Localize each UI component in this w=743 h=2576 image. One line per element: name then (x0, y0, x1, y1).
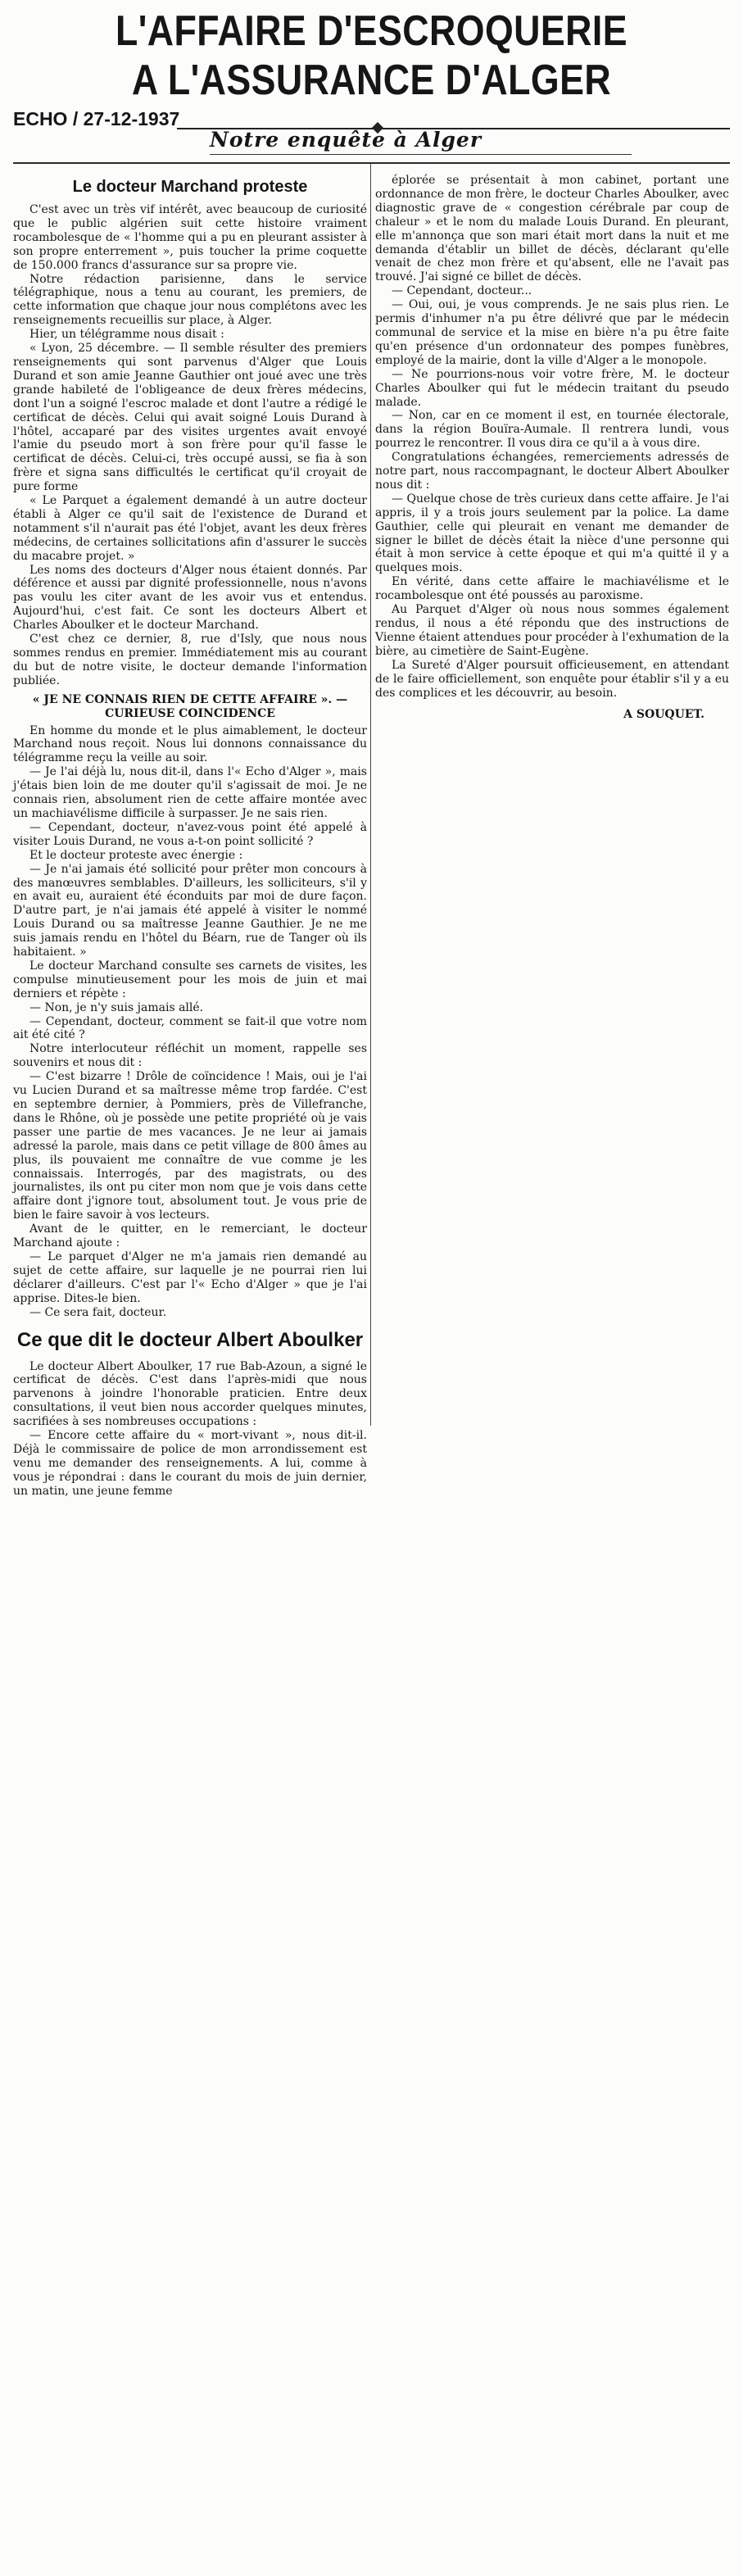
paragraph: éplorée se présentait à mon cabinet, portant une ordonnance de mon frère, le docteur Charles Aboulker, avec diagnostic grave de « congestion cérébrale par coup de chaleur » et le nom du malade Louis Durand. En pleurant, elle m'annonça que son mari était mort dans la nuit et me demanda d'établir un billet de décès, déclarant qu'elle venait de chez mon frère et qu'absent, elle ne l'avait pas trouvé. J'ai signé ce billet de décès. (375, 174, 729, 284)
section-title-marchand: Le docteur Marchand proteste (72, 178, 308, 196)
subtitle: Notre enquête à Alger (210, 128, 482, 152)
paragraph: Au Parquet d'Alger où nous nous sommes également rendus, il nous a été répondu que des instructions de Vienne étaient attendues pour procéder à l'exhumation de la bière, au cimetière de Saint-Eugène. (375, 603, 729, 658)
paragraph: La Sureté d'Alger poursuit officieusement, en attendant de le faire officiellement, son enquête pour établir s'il y a eu des complices et les découvrir, au besoin. (375, 658, 729, 700)
paragraph: Le docteur Albert Aboulker, 17 rue Bab-Azoun, a signé le certificat de décès. C'est dans l'après-midi que nous parvenons à joindre l'honorable praticien. Entre deux consultations, il veut bien nous accorder quelques minutes, sacrifiées à ses nombreuses occupations : (13, 1359, 367, 1429)
paragraph: — Non, je n'y suis jamais allé. (29, 1000, 204, 1014)
paragraph: En vérité, dans cette affaire le machiavélisme et le rocambolesque ont été poussés au paroxisme. (375, 575, 729, 603)
paragraph: — Je l'ai déjà lu, nous dit-il, dans l'« Echo d'Alger », mais j'étais bien loin de me douter qu'il s'agissait de moi. Je ne connais rien, absolument rien de cette affaire montée avec un machiavélisme difficile à surpasser. Je ne sais rien. (13, 765, 367, 820)
paragraph: Et le docteur proteste avec énergie : (29, 848, 243, 862)
paragraph: — Quelque chose de très curieux dans cette affaire. Je l'ai appris, il y a trois jours seulement par la police. La dame Gauthier, celle qui pleurait en venant me demander de signer le billet de décès était la nièce d'une personne qui était à mon service à cette époque et qui m'a quitté il y a quelques mois. (375, 492, 729, 575)
paragraph: Avant de le quitter, en le remerciant, le docteur Marchand ajoute : (13, 1222, 367, 1250)
paragraph: — Non, car en ce moment il est, en tournée électorale, dans la région Bouïra-Aumale. Il rentrera lundi, vous pourrez le rencontrer. Il vous dira ce qu'il a à vous dire. (375, 409, 729, 451)
paragraph: Congratulations échangées, remerciements adressés de notre part, nous raccompagnant, le docteur Albert Aboulker nous dit : (375, 451, 729, 492)
paragraph: Notre rédaction parisienne, dans le service télégraphique, nous a tenu au courant, les premiers, de cette information que chaque jour nous complétons avec les renseignements recueillis sur place, à Alger. (13, 272, 367, 328)
paragraph: — C'est bizarre ! Drôle de coïncidence ! Mais, oui je l'ai vu Lucien Durand et sa maîtresse même trop fardée. C'est en septembre dernier, à Pommiers, près de Villefranche, dans le Rhône, où je possède une petite propriété où je vais passer une partie de mes vacances. Je ne leur ai jamais adressé la parole, mais dans ce petit village de 800 âmes au plus, ils pouvaient me connaître de vue comme je les connaissais. Interrogés, par des magistrats, ou des journalistes, ils ont pu citer mon nom que je vois dans cette affaire dont j'ignore tout, absolument tout. Je vous prie de bien le faire savoir à vos lecteurs. (13, 1070, 367, 1222)
paragraph: C'est avec un très vif intérêt, avec beaucoup de curiosité que le public algérien suit cette histoire vraiment rocambolesque de « l'homme qui a pu en pleurant assister à son propre enterrement », puis toucher la prime coquette de 150.000 francs d'assurance sur sa propre vie. (13, 203, 367, 272)
section-title-aboulker: Ce que dit le docteur Albert Aboulker (16, 1328, 364, 1351)
article-column-right (375, 174, 729, 722)
column-divider (370, 164, 371, 1426)
paragraph: « Lyon, 25 décembre. — Il semble résulter des premiers renseignements qui sont parvenus d'Alger que Louis Durand et son amie Jeanne Gauthier ont joué avec une très grande habileté de l'obligeance de deux frères médecins, dont l'un a soigné l'escroc malade et dont l'autre a rédigé le certificat de décès. Celui qui avait soigné Louis Durand à l'hôtel, accaparé par des visites urgentes avait envoyé l'amie du pseudo mort à son frère pour qu'il fasse le certificat de décès. Celui-ci, très occupé aussi, se fia à son frère et signa sans difficultés le certificat qu'il croyait de pure forme (13, 342, 367, 494)
paragraph: C'est chez ce dernier, 8, rue d'Isly, que nous nous sommes rendus en premier. Immédiatement mis au courant du but de notre visite, le docteur demande l'information publiée. (13, 633, 367, 687)
paragraph: En homme du monde et le plus aimablement, le docteur Marchand nous reçoit. Nous lui donnons connaissance du télégramme reçu la veille au soir. (13, 723, 367, 765)
paragraph: — Oui, oui, je vous comprends. Je ne sais plus rien. Le permis d'inhumer n'a pu être délivré que par le médecin communal de service et la mise en bière n'a pu être faite qu'en présence d'un ordonnateur des pompes funèbres, employé de la mairie, dont la ville d'Alger a le monopole. (375, 298, 729, 367)
paragraph: — Cependant, docteur, n'avez-vous point été appelé à visiter Louis Durand, ne vous a-t-on point sollicité ? (13, 820, 367, 848)
meta-row (13, 108, 730, 151)
headline-line-1: L'AFFAIRE D'ESCROQUERIE (115, 7, 627, 55)
article-body (13, 162, 730, 1498)
paragraph: — Le parquet d'Alger ne m'a jamais rien demandé au sujet de cette affaire, sur laquelle je ne pourrai rien lui déclarer d'ailleurs. C'est par l'« Echo d'Alger » que je l'ai apprise. Dites-le bien. (13, 1249, 367, 1305)
paragraph: — Je n'ai jamais été sollicité pour prêter mon concours à des manœuvres semblables. D'ailleurs, les solliciteurs, s'il y en avait eu, auraient été éconduits par moi de dure façon. D'autre part, je n'ai jamais été appelé à visiter le nommé Louis Durand ou sa maîtresse Jeanne Gauthier. Je ne me suis jamais rendu en l'hôtel du Béarn, rue de Tanger où ils habitaient. » (13, 862, 367, 959)
paragraph: Hier, un télégramme nous disait : (29, 328, 224, 342)
article-column-left (13, 174, 367, 1499)
paragraph: — Encore cette affaire du « mort-vivant », nous dit-il. Déjà le commissaire de police de mon arrondissement est venu me demander des renseignements. A lui, comme à vous je répondrai : dans le courant du mois de juin dernier, un matin, une jeune femme (13, 1429, 367, 1498)
paragraph: Notre interlocuteur réfléchit un moment, rappelle ses souvenirs et nous dit : (13, 1042, 367, 1070)
paragraph: — Ce sera fait, docteur. (29, 1305, 167, 1319)
paragraph: Le docteur Marchand consulte ses carnets de visites, les compulse minutieusement pour les mois de juin et mai derniers et répète : (13, 959, 367, 1000)
paragraph: Les noms des docteurs d'Alger nous étaient donnés. Par déférence et aussi par dignité professionnelle, nous n'avons pas voulu les citer avant de les avoir vus et entendus. Aujourd'hui, c'est fait. Ce sont les docteurs Albert et Charles Aboulker et le docteur Marchand. (13, 563, 367, 633)
dateline: ECHO / 27-12-1937 (13, 108, 180, 129)
paragraph: — Cependant, docteur, comment se fait-il que votre nom ait été cité ? (13, 1014, 367, 1042)
headline-line-2: A L'ASSURANCE D'ALGER (131, 57, 612, 104)
subhead-coincidence: « JE NE CONNAIS RIEN DE CETTE AFFAIRE ». — CURIEUSE COINCIDENCE (32, 692, 348, 720)
headline (63, 7, 680, 105)
author-signature: A SOUQUET. (623, 708, 704, 722)
paragraph: « Le Parquet a également demandé à un autre docteur établi à Alger ce qu'il sait de l'existence de Durand et notamment s'il n'aurait pas été l'objet, avant les deux frères médecins, de certaines sollicitations afin d'assurer le succès du macabre projet. » (13, 494, 367, 563)
paragraph: — Cependant, docteur... (392, 284, 532, 298)
subtitle-underline (210, 154, 632, 155)
paragraph: — Ne pourrions-nous voir votre frère, M. le docteur Charles Aboulker qui fut le médecin traitant du pseudo malade. (375, 367, 729, 409)
